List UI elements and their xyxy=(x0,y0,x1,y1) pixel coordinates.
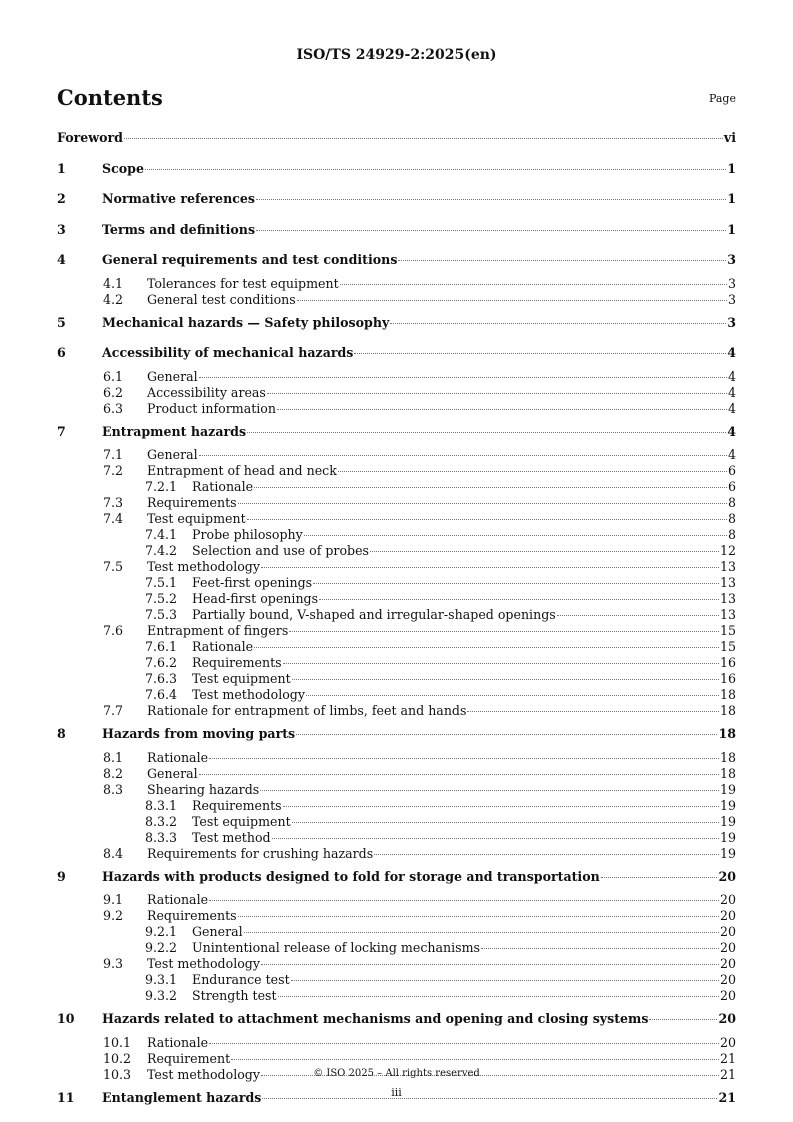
toc-entry-number: 7.4.1 xyxy=(145,527,178,542)
toc-entry[interactable] xyxy=(57,479,736,495)
toc-entry-title[interactable]: Requirement xyxy=(147,1050,231,1066)
toc-entry-page: 1 xyxy=(727,160,736,176)
toc-entry-number: 8 xyxy=(57,726,66,741)
toc-entry-page: 13 xyxy=(719,575,736,590)
dot-leader xyxy=(254,647,719,648)
toc-entry[interactable] xyxy=(57,543,736,559)
toc-entry[interactable] xyxy=(57,1010,736,1035)
toc-entry-page: 1 xyxy=(727,221,736,237)
toc-entry-page: 4 xyxy=(727,368,736,384)
dot-leader xyxy=(338,471,727,472)
toc-entry-title[interactable]: Entrapment of fingers xyxy=(147,623,289,638)
dot-leader xyxy=(244,932,719,933)
toc-entry[interactable] xyxy=(57,846,736,862)
toc-entry-number: 10.1 xyxy=(103,1034,132,1050)
toc-entry-number: 6.1 xyxy=(103,368,124,384)
toc-entry-number: 7.3 xyxy=(103,495,124,510)
toc-entry[interactable] xyxy=(57,798,736,814)
toc-entry[interactable] xyxy=(57,447,736,463)
toc-entry-number: 9.2.2 xyxy=(145,940,178,955)
toc-entry-title[interactable]: Accessibility areas xyxy=(147,384,266,400)
toc-entry-number: 8.3.3 xyxy=(145,829,178,845)
toc-entry-title[interactable]: Scope xyxy=(102,160,144,176)
toc-entry-page: 8 xyxy=(727,495,736,510)
toc-entry[interactable] xyxy=(57,623,736,639)
toc-entry-page: 19 xyxy=(719,813,736,829)
toc-entry-title[interactable]: Test methodology xyxy=(147,956,260,971)
dot-leader xyxy=(291,980,719,981)
dot-leader xyxy=(199,774,719,775)
toc-entry-number: 8.1 xyxy=(103,749,124,765)
toc-entry-page: 18 xyxy=(719,765,736,781)
toc-entry[interactable] xyxy=(57,782,736,798)
toc-entry-number: 11 xyxy=(57,1089,75,1105)
dot-leader xyxy=(260,790,719,791)
toc-entry-title[interactable]: Foreword xyxy=(57,130,123,145)
toc-entry-title[interactable]: Accessibility of mechanical hazards xyxy=(102,345,354,360)
toc-entry[interactable] xyxy=(57,344,736,369)
toc-entry-title[interactable]: Hazards related to attachment mechanisms and opening and closing systems xyxy=(102,1011,649,1026)
toc-entry-title[interactable]: Tolerances for test equipment xyxy=(147,275,339,291)
dot-leader xyxy=(390,323,726,324)
toc-entry-page: 6 xyxy=(727,479,736,494)
toc-entry-title[interactable]: General test conditions xyxy=(147,291,296,307)
toc-entry-title[interactable]: Unintentional release of locking mechanisms xyxy=(192,940,481,955)
toc-entry-title[interactable]: Hazards from moving parts xyxy=(102,726,296,741)
dot-leader xyxy=(124,138,723,139)
toc-entry-page: 3 xyxy=(727,252,736,267)
dot-leader xyxy=(238,916,719,917)
toc-entry-page: 8 xyxy=(727,527,736,542)
dot-leader xyxy=(277,409,727,410)
toc-entry[interactable] xyxy=(57,292,736,308)
toc-entry-number: 7.5.1 xyxy=(145,575,178,590)
toc-entry-number: 7.6.2 xyxy=(145,655,178,670)
toc-entry-title[interactable]: Test methodology xyxy=(147,559,260,574)
toc-entry-title[interactable]: Endurance test xyxy=(192,972,290,987)
toc-entry-title[interactable]: Normative references xyxy=(102,191,256,206)
toc-entry-title[interactable]: General xyxy=(147,765,198,781)
toc-entry-page: 18 xyxy=(719,687,736,702)
toc-entry[interactable] xyxy=(57,940,736,956)
toc-entry[interactable] xyxy=(57,1051,736,1067)
toc-entry-page: 20 xyxy=(719,892,736,907)
toc-entry-page: 19 xyxy=(719,781,736,797)
document-header: ISO/TS 24929-2:2025(en) xyxy=(296,47,497,63)
toc-entry-number: 7.2.1 xyxy=(145,479,178,494)
toc-entry-title[interactable]: Shearing hazards xyxy=(147,781,260,797)
toc-entry-title[interactable]: Requirements xyxy=(192,655,282,670)
toc-entry[interactable] xyxy=(57,591,736,607)
toc-entry-title[interactable]: General xyxy=(147,368,198,384)
toc-entry-number: 9.3.2 xyxy=(145,988,178,1003)
toc-entry-page: 4 xyxy=(727,400,736,416)
toc-entry-number: 9.1 xyxy=(103,892,124,907)
dot-leader xyxy=(313,583,719,584)
toc-entry-page: 13 xyxy=(719,591,736,606)
toc-entry-page: 20 xyxy=(719,956,736,971)
toc-entry-number: 8.3.1 xyxy=(145,797,178,813)
toc-entry[interactable] xyxy=(57,575,736,591)
toc-entry-page: 20 xyxy=(719,972,736,987)
toc-entry-title[interactable]: Test methodology xyxy=(192,687,305,702)
toc-entry-title[interactable]: General xyxy=(192,924,243,939)
toc-entry-title[interactable]: Test methodology xyxy=(147,1066,260,1082)
toc-entry-number: 7.5.3 xyxy=(145,607,178,622)
toc-entry[interactable] xyxy=(57,725,736,750)
toc-entry[interactable] xyxy=(57,423,736,448)
toc-entry-title[interactable]: Requirements xyxy=(147,908,237,923)
toc-entry-page: 19 xyxy=(719,845,736,861)
toc-entry[interactable] xyxy=(57,314,736,339)
toc-entry-number: 6.3 xyxy=(103,400,124,416)
dot-leader xyxy=(231,1059,719,1060)
toc-entry-page: 3 xyxy=(727,314,736,330)
toc-entry-number: 7.6.3 xyxy=(145,671,178,686)
dot-leader xyxy=(306,695,719,696)
toc-entry-page: 4 xyxy=(727,345,736,360)
toc-entry-page: 21 xyxy=(718,1089,736,1105)
toc-entry[interactable] xyxy=(57,924,736,940)
toc-entry-number: 10 xyxy=(57,1011,75,1026)
toc-entry-title[interactable]: Partially bound, V-shaped and irregular-shaped openings xyxy=(192,607,556,622)
toc-entry-number: 9.3 xyxy=(103,956,124,971)
toc-entry-title[interactable]: Requirements xyxy=(192,797,282,813)
toc-entry[interactable] xyxy=(57,160,736,185)
toc-entry[interactable] xyxy=(57,687,736,703)
toc-entry-page: 3 xyxy=(727,291,736,307)
toc-entry-number: 8.3.2 xyxy=(145,813,178,829)
toc-entry[interactable] xyxy=(57,956,736,972)
toc-entry-title[interactable]: General xyxy=(147,447,198,462)
toc-entry-title[interactable]: Test equipment xyxy=(147,511,246,526)
toc-entry-title[interactable]: Rationale for entrapment of limbs, feet and hands xyxy=(147,703,467,718)
toc-entry[interactable] xyxy=(57,401,736,417)
toc-entry-page: 20 xyxy=(719,940,736,955)
toc-entry-page: 4 xyxy=(727,384,736,400)
dot-leader xyxy=(374,854,719,855)
dot-leader xyxy=(292,679,719,680)
dot-leader xyxy=(247,519,727,520)
toc-entry-page: 4 xyxy=(727,423,736,439)
toc-entry-number: 7 xyxy=(57,423,66,439)
toc-entry[interactable] xyxy=(57,527,736,543)
toc-entry[interactable] xyxy=(57,607,736,623)
toc-entry-title[interactable]: Entrapment of head and neck xyxy=(147,463,337,478)
toc-entry-number: 9 xyxy=(57,868,66,884)
toc-entry-title[interactable]: Rationale xyxy=(147,892,209,907)
toc-entry-title[interactable]: Probe philosophy xyxy=(192,527,303,542)
page-column-label: Page xyxy=(708,92,736,105)
toc-entry-title[interactable]: Selection and use of probes xyxy=(192,543,370,558)
toc-entry[interactable] xyxy=(57,830,736,846)
toc-entry-page: 6 xyxy=(727,463,736,478)
toc-entry-number: 7.5 xyxy=(103,559,124,574)
toc-entry-number: 7.6 xyxy=(103,623,124,638)
toc-entry-page: 13 xyxy=(719,607,736,622)
dot-leader xyxy=(145,169,726,170)
toc-entry-title[interactable]: Requirements xyxy=(147,495,237,510)
toc-entry-number: 7.5.2 xyxy=(145,591,178,606)
dot-leader xyxy=(354,353,726,354)
toc-entry-page: 20 xyxy=(719,1034,736,1050)
dot-leader xyxy=(209,1043,719,1044)
dot-leader xyxy=(247,432,726,433)
toc-entry-page: 16 xyxy=(719,655,736,670)
toc-entry-page: 21 xyxy=(719,1066,736,1082)
toc-entry-title[interactable]: Product information xyxy=(147,400,276,416)
dot-leader xyxy=(467,711,719,712)
dot-leader xyxy=(319,599,719,600)
toc-entry-title[interactable]: Head-first openings xyxy=(192,591,319,606)
toc-entry-title[interactable]: Entanglement hazards xyxy=(102,1089,262,1105)
toc-entry-title[interactable]: Test equipment xyxy=(192,671,291,686)
toc-entry[interactable] xyxy=(57,972,736,988)
table-of-contents xyxy=(57,129,736,1113)
toc-entry-page: 4 xyxy=(727,447,736,462)
dot-leader xyxy=(272,838,719,839)
toc-entry[interactable] xyxy=(57,559,736,575)
toc-entry-title[interactable]: Mechanical hazards — Safety philosophy xyxy=(102,314,390,330)
toc-entry[interactable] xyxy=(57,639,736,655)
dot-leader xyxy=(340,284,727,285)
toc-entry[interactable] xyxy=(57,908,736,924)
toc-entry-title[interactable]: Rationale xyxy=(147,1034,209,1050)
dot-leader xyxy=(209,758,719,759)
toc-entry-number: 7.1 xyxy=(103,447,124,462)
toc-entry-title[interactable]: Test equipment xyxy=(192,813,291,829)
toc-entry-number: 8.2 xyxy=(103,765,124,781)
dot-leader xyxy=(370,551,719,552)
toc-entry-page: 20 xyxy=(718,1011,736,1026)
toc-entry-number: 4 xyxy=(57,252,66,267)
page-number: iii xyxy=(391,1086,402,1099)
dot-leader xyxy=(261,567,719,568)
toc-entry-number: 9.3.1 xyxy=(145,972,178,987)
toc-entry-page: 15 xyxy=(719,623,736,638)
toc-entry-title[interactable]: Terms and definitions xyxy=(102,221,256,237)
toc-entry-page: 18 xyxy=(719,749,736,765)
toc-entry-title[interactable]: Strength test xyxy=(192,988,277,1003)
toc-entry-number: 10.3 xyxy=(103,1066,132,1082)
toc-entry-page: 18 xyxy=(718,726,736,741)
toc-entry[interactable] xyxy=(57,750,736,766)
toc-entry-number: 7.6.4 xyxy=(145,687,178,702)
toc-entry[interactable] xyxy=(57,221,736,246)
toc-entry-number: 6.2 xyxy=(103,384,124,400)
toc-entry-number: 8.4 xyxy=(103,845,124,861)
toc-entry-number: 4.1 xyxy=(103,275,124,291)
toc-entry-number: 9.2.1 xyxy=(145,924,178,939)
toc-entry[interactable] xyxy=(57,814,736,830)
toc-entry-title[interactable]: Requirements for crushing hazards xyxy=(147,845,374,861)
dot-leader xyxy=(304,535,727,536)
toc-entry[interactable] xyxy=(57,988,736,1004)
toc-entry-page: 16 xyxy=(719,671,736,686)
dot-leader xyxy=(256,199,726,200)
toc-entry-title[interactable]: Rationale xyxy=(147,749,209,765)
dot-leader xyxy=(557,615,719,616)
dot-leader xyxy=(199,455,727,456)
page-title: Contents xyxy=(57,85,163,110)
toc-entry-page: 3 xyxy=(727,275,736,291)
toc-entry-page: 21 xyxy=(719,1050,736,1066)
toc-entry[interactable] xyxy=(57,385,736,401)
toc-entry-title[interactable]: Rationale xyxy=(192,479,254,494)
dot-leader xyxy=(481,948,719,949)
dot-leader xyxy=(398,260,726,261)
toc-entry[interactable] xyxy=(57,655,736,671)
dot-leader xyxy=(649,1019,717,1020)
toc-entry[interactable] xyxy=(57,276,736,292)
dot-leader xyxy=(296,734,717,735)
toc-entry-page: 19 xyxy=(719,829,736,845)
toc-entry-number: 3 xyxy=(57,221,66,237)
toc-entry-number: 7.2 xyxy=(103,463,124,478)
toc-entry-number: 7.6.1 xyxy=(145,639,178,654)
toc-entry-title[interactable]: Rationale xyxy=(192,639,254,654)
toc-entry-title[interactable]: Test method xyxy=(192,829,271,845)
dot-leader xyxy=(254,487,727,488)
toc-entry-number: 2 xyxy=(57,191,66,206)
toc-entry-page: 20 xyxy=(719,988,736,1003)
toc-entry[interactable] xyxy=(57,892,736,908)
copyright-notice: © ISO 2025 – All rights reserved xyxy=(313,1068,480,1079)
toc-entry-title[interactable]: Hazards with products designed to fold for storage and transportation xyxy=(102,868,600,884)
toc-entry-page: 19 xyxy=(719,797,736,813)
toc-entry[interactable] xyxy=(57,129,736,154)
dot-leader xyxy=(292,822,719,823)
toc-entry-page: 8 xyxy=(727,511,736,526)
dot-leader xyxy=(283,806,719,807)
toc-entry-number: 8.3 xyxy=(103,781,124,797)
toc-entry[interactable] xyxy=(57,868,736,893)
dot-leader xyxy=(267,393,727,394)
toc-entry[interactable] xyxy=(57,1035,736,1051)
toc-entry-number: 9.2 xyxy=(103,908,124,923)
toc-entry[interactable] xyxy=(57,463,736,479)
toc-entry-page: 13 xyxy=(719,559,736,574)
toc-entry[interactable] xyxy=(57,495,736,511)
toc-entry-number: 7.4.2 xyxy=(145,543,178,558)
dot-leader xyxy=(209,900,719,901)
dot-leader xyxy=(278,996,719,997)
dot-leader xyxy=(256,230,726,231)
dot-leader xyxy=(601,877,718,878)
toc-entry[interactable] xyxy=(57,511,736,527)
toc-entry-page: vi xyxy=(723,130,736,145)
dot-leader xyxy=(199,377,727,378)
toc-entry-title[interactable]: General requirements and test conditions xyxy=(102,252,398,267)
dot-leader xyxy=(238,503,727,504)
dot-leader xyxy=(283,663,719,664)
toc-entry[interactable] xyxy=(57,703,736,719)
toc-entry-number: 1 xyxy=(57,160,66,176)
toc-entry-page: 18 xyxy=(719,703,736,718)
toc-entry-page: 20 xyxy=(719,924,736,939)
toc-entry[interactable] xyxy=(57,369,736,385)
toc-entry-number: 6 xyxy=(57,345,66,360)
toc-entry-page: 12 xyxy=(719,543,736,558)
toc-entry-page: 20 xyxy=(718,868,736,884)
toc-entry-number: 5 xyxy=(57,314,66,330)
toc-entry-title[interactable]: Entrapment hazards xyxy=(102,423,247,439)
toc-entry[interactable] xyxy=(57,766,736,782)
toc-entry-page: 20 xyxy=(719,908,736,923)
toc-entry-title[interactable]: Feet-first openings xyxy=(192,575,313,590)
toc-entry[interactable] xyxy=(57,190,736,215)
toc-entry-page: 15 xyxy=(719,639,736,654)
toc-entry[interactable] xyxy=(57,671,736,687)
toc-entry[interactable] xyxy=(57,251,736,276)
dot-leader xyxy=(289,631,719,632)
dot-leader xyxy=(297,300,727,301)
toc-entry-number: 7.7 xyxy=(103,703,124,718)
toc-entry-number: 7.4 xyxy=(103,511,124,526)
toc-entry-number: 10.2 xyxy=(103,1050,132,1066)
toc-entry-page: 1 xyxy=(727,191,736,206)
dot-leader xyxy=(261,964,719,965)
toc-entry-number: 4.2 xyxy=(103,291,124,307)
